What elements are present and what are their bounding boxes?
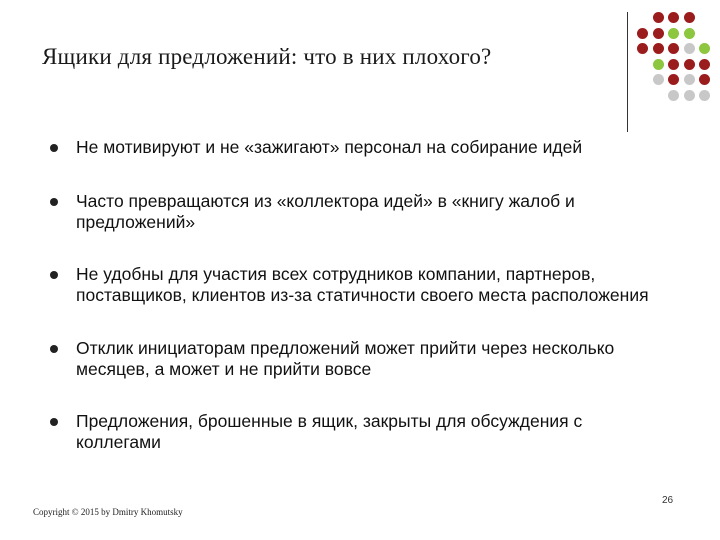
decorative-dot — [653, 28, 664, 39]
bullet-item — [48, 411, 668, 453]
bullet-dot-icon — [50, 198, 58, 206]
decorative-dot — [684, 90, 695, 101]
decorative-dot — [684, 28, 695, 39]
decorative-dot — [668, 59, 679, 70]
decorative-dot — [668, 28, 679, 39]
slide-title: Ящики для предложений: что в них плохого? — [42, 44, 492, 69]
decorative-dot — [699, 74, 710, 85]
decorative-dot — [684, 43, 695, 54]
decorative-dot — [668, 74, 679, 85]
decorative-dot — [684, 12, 695, 23]
decorative-dot — [637, 43, 648, 54]
bullet-text: Предложения, брошенные в ящик, закрыты для обсуждения с коллегами — [76, 411, 583, 452]
bullet-text: Не удобны для участия всех сотрудников компании, партнеров, поставщиков, клиентов из-за статичности своего места расположения — [76, 264, 649, 305]
decorative-dot — [699, 43, 710, 54]
decorative-dot — [668, 90, 679, 101]
decorative-dot — [668, 12, 679, 23]
bullet-item — [48, 191, 668, 233]
decorative-dot — [653, 59, 664, 70]
dot-grid-decoration — [635, 10, 715, 120]
bullet-dot-icon — [50, 271, 58, 279]
decorative-dot — [699, 90, 710, 101]
decorative-dot — [653, 12, 664, 23]
bullet-text: Отклик инициаторам предложений может прийти через несколько месяцев, а может и не прийти вовсе — [76, 338, 615, 379]
divider-line — [627, 12, 628, 132]
decorative-dot — [684, 74, 695, 85]
bullet-item — [48, 137, 668, 158]
bullet-dot-icon — [50, 418, 58, 426]
bullet-text: Не мотивируют и не «зажигают» персонал на собирание идей — [76, 137, 583, 157]
page-number: 26 — [662, 495, 674, 506]
decorative-dot — [668, 43, 679, 54]
copyright-notice: Copyright © 2015 by Dmitry Khomutsky — [33, 507, 183, 517]
bullet-dot-icon — [50, 144, 58, 152]
bullet-item — [48, 264, 668, 306]
decorative-dot — [699, 59, 710, 70]
bullet-dot-icon — [50, 345, 58, 353]
bullet-list — [48, 137, 668, 453]
bullet-text: Часто превращаются из «коллектора идей» в «книгу жалоб и предложений» — [76, 191, 575, 232]
bullet-item — [48, 338, 668, 380]
decorative-dot — [637, 28, 648, 39]
decorative-dot — [653, 74, 664, 85]
decorative-dot — [684, 59, 695, 70]
decorative-dot — [653, 43, 664, 54]
